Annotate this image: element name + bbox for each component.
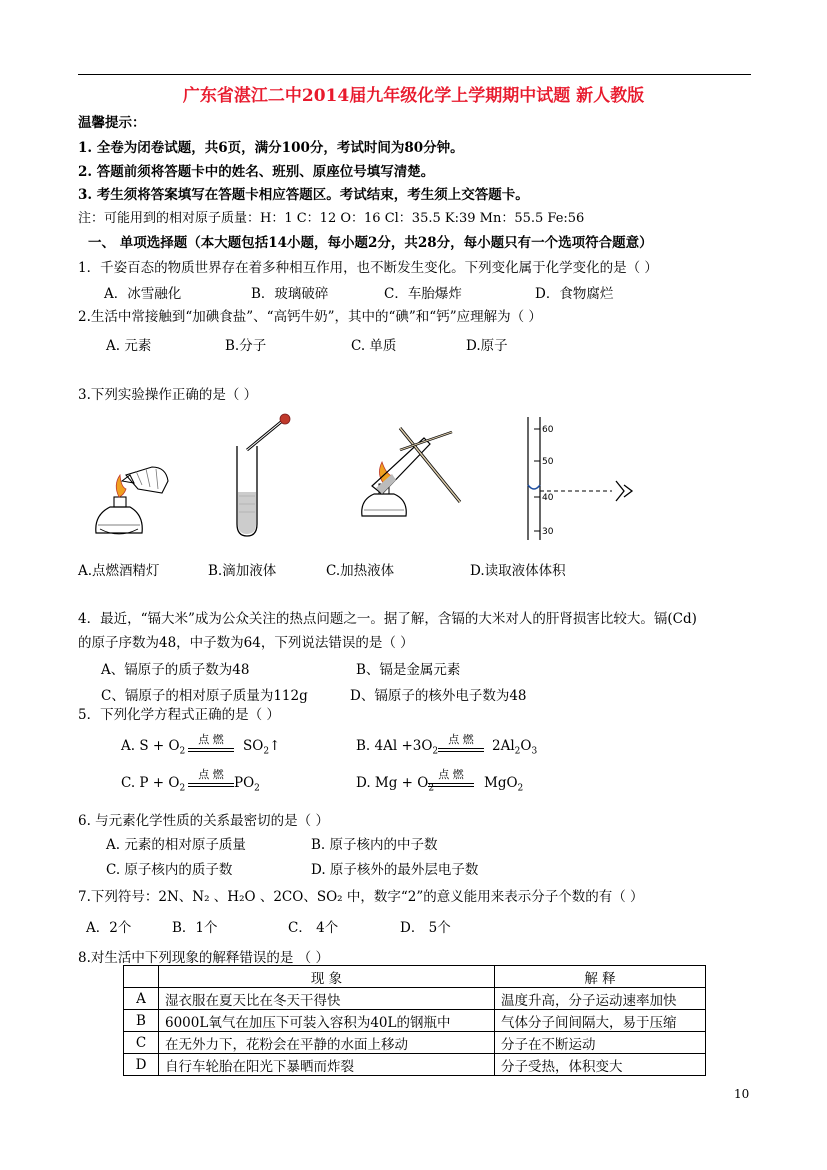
- table-cell: 在无外力下，花粉会在平静的水面上移动: [159, 1032, 495, 1054]
- cylinder-tick-60: 60: [542, 425, 554, 435]
- q3-option-b: B.滴加液体: [208, 563, 277, 579]
- q5-b-product: $2Al_2O_3$: [492, 738, 538, 757]
- q7-option-c: C． 4个: [288, 920, 339, 936]
- q6-stem: 6. 与元素化学性质的关系最密切的是（ ）: [78, 813, 329, 829]
- table-header-cell: 现 象: [159, 966, 495, 988]
- tip-3: 3. 考生须将答案填写在答题卡相应答题区。考试结束，考生须上交答题卡。: [78, 187, 529, 203]
- q1-stem: 1．千姿百态的物质世界存在着多种相互作用，也不断发生变化。下列变化属于化学变化的是（ ）: [78, 260, 658, 276]
- table-cell: A: [124, 988, 159, 1010]
- page-number: 10: [734, 1087, 750, 1101]
- q6-option-b: B. 原子核内的中子数: [311, 837, 438, 853]
- q1-option-c: C．车胎爆炸: [384, 286, 462, 302]
- table-header-cell: [124, 966, 159, 988]
- page-title: 广东省湛江二中2014届九年级化学上学期期中试题 新人教版: [182, 86, 645, 106]
- q2-option-c: C. 单质: [351, 338, 397, 354]
- q4-option-a: A、镉原子的质子数为48: [101, 662, 250, 678]
- q5-d-condition: 点 燃: [428, 766, 474, 787]
- heating-test-tube-figure: [342, 420, 467, 545]
- q4-stem-line-2: 的原子序数为48，中子数为64，下列说法错误的是（ ）: [78, 635, 414, 651]
- q7-option-a: A．2个: [86, 920, 132, 936]
- q5-a-condition: 点 燃: [188, 731, 234, 752]
- graduated-cylinder-figure: [520, 415, 650, 545]
- q5-option-a: A. $S + O_2$: [121, 738, 186, 757]
- table-row: [124, 1032, 706, 1054]
- q5-c-product: $PO_2$: [234, 775, 260, 794]
- q5-option-c: C. $P + O_2$: [121, 775, 186, 794]
- table-row: [124, 1010, 706, 1032]
- section-1-heading: 一、 单项选择题（本大题包括14小题，每小题2分，共28分，每小题只有一个选项符合题意）: [88, 235, 653, 251]
- tips-heading: 温馨提示：: [78, 115, 146, 131]
- table-cell: 分子受热，体积变大: [495, 1054, 706, 1076]
- table-header-cell: 解 释: [495, 966, 706, 988]
- q4-stem-line-1: 4．最近，“镉大米”成为公众关注的热点问题之一。据了解，含镉的大米对人的肝肾损害比较大。镉(Cd): [78, 611, 697, 627]
- cylinder-tick-30: 30: [542, 527, 554, 537]
- table-cell: 分子在不断运动: [495, 1032, 706, 1054]
- q7-option-d: D． 5个: [400, 920, 451, 936]
- table-cell: 6000L氧气在加压下可装入容积为40L的钢瓶中: [159, 1010, 495, 1032]
- q4-option-d: D、镉原子的核外电子数为48: [350, 688, 527, 704]
- lamp-lighting-figure: [86, 445, 176, 545]
- table-row: [124, 988, 706, 1010]
- q5-c-condition: 点 燃: [188, 766, 234, 787]
- q6-option-a: A. 元素的相对原子质量: [106, 837, 246, 853]
- q6-option-d: D. 原子核外的最外层电子数: [311, 862, 479, 878]
- q4-option-c: C、镉原子的相对原子质量为112g: [101, 688, 308, 704]
- q5-option-b: B. $4Al +3O_2$: [356, 738, 439, 757]
- q7-stem: 7.下列符号：2N、N₂ 、H₂O 、2CO、SO₂ 中，数字“2”的意义能用来表示分子个数的有（ ）: [78, 889, 644, 905]
- q5-a-product: $SO_2↑$: [243, 738, 281, 757]
- table-cell: D: [124, 1054, 159, 1076]
- q3-option-d: D.读取液体体积: [470, 563, 566, 579]
- table-cell: B: [124, 1010, 159, 1032]
- q8-stem: 8.对生活中下列现象的解释错误的是 （ ）: [78, 950, 329, 966]
- table-cell: 温度升高，分子运动速率加快: [495, 988, 706, 1010]
- q5-b-condition: 点 燃: [438, 731, 484, 752]
- dropper-test-tube-figure: [225, 412, 300, 540]
- cylinder-tick-50: 50: [542, 457, 554, 467]
- q2-stem: 2.生活中常接触到“加碘食盐”、“高钙牛奶”，其中的“碘”和“钙”应理解为（ ）: [78, 309, 542, 325]
- q5-option-d: D. $Mg + O_2$: [356, 775, 435, 794]
- table-row: [124, 1054, 706, 1076]
- atomic-mass-note: 注：可能用到的相对原子质量：H：1 C：12 O：16 Cl：35.5 K:39 Mn：55.5 Fe:56: [78, 211, 585, 226]
- table-cell: 湿衣服在夏天比在冬天干得快: [159, 988, 495, 1010]
- q2-option-b: B.分子: [225, 338, 267, 354]
- q3-option-c: C.加热液体: [326, 563, 395, 579]
- q1-option-a: A．冰雪融化: [104, 286, 182, 302]
- q6-option-c: C. 原子核内的质子数: [106, 862, 233, 878]
- q8-table: [123, 965, 706, 1076]
- table-cell: 气体分子间间隔大，易于压缩: [495, 1010, 706, 1032]
- q3-stem: 3.下列实验操作正确的是（ ）: [78, 387, 258, 403]
- q1-option-b: B．玻璃破碎: [251, 286, 329, 302]
- q5-stem: 5．下列化学方程式正确的是（ ）: [78, 707, 280, 723]
- q7-option-b: B．1个: [172, 920, 218, 936]
- q2-option-a: A. 元素: [106, 338, 152, 354]
- table-header-row: [124, 966, 706, 988]
- q4-option-b: B、镉是金属元素: [356, 662, 461, 678]
- table-cell: C: [124, 1032, 159, 1054]
- q1-option-d: D．食物腐烂: [535, 286, 614, 302]
- cylinder-tick-40: 40: [542, 493, 554, 503]
- header-rule: [78, 74, 751, 75]
- table-cell: 自行车轮胎在阳光下暴晒而炸裂: [159, 1054, 495, 1076]
- tip-2: 2. 答题前须将答题卡中的姓名、班别、原座位号填写清楚。: [78, 164, 435, 180]
- q5-d-product: MgO$_2$: [484, 775, 524, 794]
- q2-option-d: D.原子: [466, 338, 508, 354]
- tip-1: 1. 全卷为闭卷试题，共6页，满分100分，考试时间为80分钟。: [78, 140, 464, 156]
- q3-option-a: A.点燃酒精灯: [78, 563, 160, 579]
